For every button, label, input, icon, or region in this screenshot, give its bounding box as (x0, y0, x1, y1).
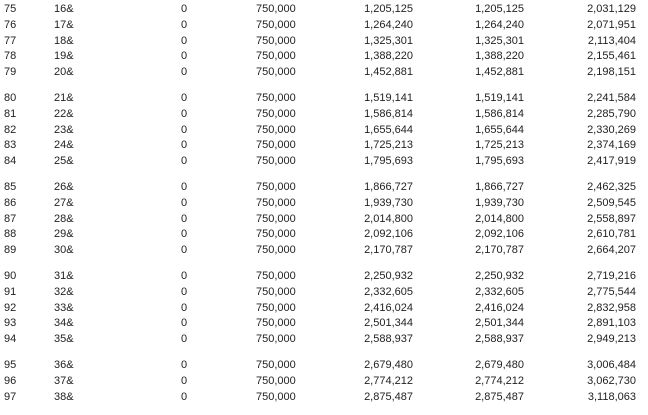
zero-cell: 0 (181, 244, 188, 257)
age-cell: 93 (4, 317, 17, 330)
age-cell: 78 (4, 50, 17, 63)
zero-cell: 0 (181, 18, 188, 31)
table-row (0, 390, 648, 406)
age-cell: 97 (4, 390, 17, 403)
value-3-cell: 2,071,951 (587, 18, 636, 31)
row-group (0, 269, 648, 348)
zero-cell: 0 (181, 107, 188, 120)
table-row (0, 18, 648, 34)
value-1-cell: 1,866,727 (364, 180, 413, 193)
year-cell: 36& (54, 358, 74, 371)
table-row (0, 154, 648, 170)
year-cell: 33& (54, 301, 74, 314)
zero-cell: 0 (181, 196, 188, 209)
value-1-cell: 2,250,932 (364, 269, 413, 282)
value-2-cell: 1,866,727 (475, 180, 524, 193)
value-2-cell: 2,501,344 (475, 317, 524, 330)
age-cell: 79 (4, 66, 17, 79)
value-2-cell: 1,388,220 (475, 50, 524, 63)
value-3-cell: 2,664,207 (587, 244, 636, 257)
value-1-cell: 2,679,480 (364, 358, 413, 371)
premium-cell: 750,000 (256, 34, 296, 47)
value-1-cell: 2,501,344 (364, 317, 413, 330)
value-1-cell: 1,325,301 (364, 34, 413, 47)
premium-cell: 750,000 (256, 196, 296, 209)
premium-cell: 750,000 (256, 301, 296, 314)
zero-cell: 0 (181, 180, 188, 193)
premium-cell: 750,000 (256, 155, 296, 168)
value-3-cell: 2,198,151 (587, 66, 636, 79)
value-2-cell: 1,264,240 (475, 18, 524, 31)
age-cell: 87 (4, 212, 17, 225)
year-cell: 24& (54, 139, 74, 152)
value-3-cell: 2,509,545 (587, 196, 636, 209)
value-2-cell: 2,679,480 (475, 358, 524, 371)
year-cell: 26& (54, 180, 74, 193)
value-2-cell: 1,452,881 (475, 66, 524, 79)
value-1-cell: 1,452,881 (364, 66, 413, 79)
zero-cell: 0 (181, 139, 188, 152)
zero-cell: 0 (181, 155, 188, 168)
table-row (0, 49, 648, 65)
premium-cell: 750,000 (256, 50, 296, 63)
value-2-cell: 2,014,800 (475, 212, 524, 225)
year-cell: 34& (54, 317, 74, 330)
premium-cell: 750,000 (256, 139, 296, 152)
age-cell: 85 (4, 180, 17, 193)
table-row (0, 34, 648, 50)
value-2-cell: 1,725,213 (475, 139, 524, 152)
premium-cell: 750,000 (256, 244, 296, 257)
table-row (0, 196, 648, 212)
value-2-cell: 2,092,106 (475, 228, 524, 241)
value-1-cell: 2,588,937 (364, 333, 413, 346)
zero-cell: 0 (181, 228, 188, 241)
table-row (0, 65, 648, 81)
value-1-cell: 2,332,605 (364, 285, 413, 298)
row-group (0, 358, 648, 405)
zero-cell: 0 (181, 301, 188, 314)
value-1-cell: 2,014,800 (364, 212, 413, 225)
age-cell: 94 (4, 333, 17, 346)
premium-cell: 750,000 (256, 18, 296, 31)
value-2-cell: 1,939,730 (475, 196, 524, 209)
value-3-cell: 3,118,063 (587, 390, 636, 403)
year-cell: 29& (54, 228, 74, 241)
value-2-cell: 2,332,605 (475, 285, 524, 298)
value-3-cell: 2,241,584 (587, 91, 636, 104)
age-cell: 91 (4, 285, 17, 298)
value-3-cell: 2,285,790 (587, 107, 636, 120)
premium-cell: 750,000 (256, 228, 296, 241)
value-2-cell: 2,875,487 (475, 390, 524, 403)
value-1-cell: 2,092,106 (364, 228, 413, 241)
age-cell: 84 (4, 155, 17, 168)
age-cell: 83 (4, 139, 17, 152)
age-cell: 86 (4, 196, 17, 209)
value-2-cell: 2,774,212 (475, 374, 524, 387)
year-cell: 31& (54, 269, 74, 282)
year-cell: 38& (54, 390, 74, 403)
value-1-cell: 1,939,730 (364, 196, 413, 209)
zero-cell: 0 (181, 333, 188, 346)
value-1-cell: 1,388,220 (364, 50, 413, 63)
row-group (0, 91, 648, 170)
premium-cell: 750,000 (256, 91, 296, 104)
year-cell: 35& (54, 333, 74, 346)
year-cell: 28& (54, 212, 74, 225)
age-cell: 95 (4, 358, 17, 371)
value-2-cell: 1,586,814 (475, 107, 524, 120)
row-group (0, 180, 648, 259)
value-3-cell: 2,374,169 (587, 139, 636, 152)
value-2-cell: 1,205,125 (475, 3, 524, 15)
zero-cell: 0 (181, 123, 188, 136)
value-2-cell: 2,416,024 (475, 301, 524, 314)
age-cell: 82 (4, 123, 17, 136)
zero-cell: 0 (181, 269, 188, 282)
zero-cell: 0 (181, 390, 188, 403)
table-row (0, 374, 648, 390)
year-cell: 17& (54, 18, 74, 31)
value-1-cell: 1,519,141 (364, 91, 413, 104)
year-cell: 23& (54, 123, 74, 136)
table-row (0, 91, 648, 107)
zero-cell: 0 (181, 358, 188, 371)
zero-cell: 0 (181, 50, 188, 63)
table-row (0, 269, 648, 285)
age-cell: 89 (4, 244, 17, 257)
premium-cell: 750,000 (256, 3, 296, 15)
year-cell: 27& (54, 196, 74, 209)
zero-cell: 0 (181, 285, 188, 298)
premium-cell: 750,000 (256, 66, 296, 79)
value-1-cell: 2,416,024 (364, 301, 413, 314)
table-row (0, 301, 648, 317)
zero-cell: 0 (181, 374, 188, 387)
age-cell: 76 (4, 18, 17, 31)
table-row (0, 107, 648, 123)
value-1-cell: 2,875,487 (364, 390, 413, 403)
age-cell: 81 (4, 107, 17, 120)
premium-cell: 750,000 (256, 269, 296, 282)
premium-cell: 750,000 (256, 374, 296, 387)
value-3-cell: 3,062,730 (587, 374, 636, 387)
premium-cell: 750,000 (256, 358, 296, 371)
premium-cell: 750,000 (256, 123, 296, 136)
year-cell: 18& (54, 34, 74, 47)
value-3-cell: 2,558,897 (587, 212, 636, 225)
premium-cell: 750,000 (256, 390, 296, 403)
table-row (0, 243, 648, 259)
table-row (0, 285, 648, 301)
age-cell: 96 (4, 374, 17, 387)
value-1-cell: 1,725,213 (364, 139, 413, 152)
year-cell: 37& (54, 374, 74, 387)
value-3-cell: 2,891,103 (587, 317, 636, 330)
zero-cell: 0 (181, 212, 188, 225)
table-row (0, 227, 648, 243)
zero-cell: 0 (181, 34, 188, 47)
value-3-cell: 2,155,461 (587, 50, 636, 63)
value-3-cell: 2,031,129 (587, 3, 636, 15)
value-2-cell: 2,250,932 (475, 269, 524, 282)
value-table (0, 2, 648, 415)
age-cell: 80 (4, 91, 17, 104)
value-3-cell: 2,719,216 (587, 269, 636, 282)
value-1-cell: 1,586,814 (364, 107, 413, 120)
premium-cell: 750,000 (256, 285, 296, 298)
premium-cell: 750,000 (256, 317, 296, 330)
value-3-cell: 2,610,781 (587, 228, 636, 241)
premium-cell: 750,000 (256, 180, 296, 193)
value-3-cell: 2,832,958 (587, 301, 636, 314)
zero-cell: 0 (181, 66, 188, 79)
table-row (0, 2, 648, 18)
year-cell: 25& (54, 155, 74, 168)
value-3-cell: 2,113,404 (587, 34, 636, 47)
value-1-cell: 1,655,644 (364, 123, 413, 136)
zero-cell: 0 (181, 317, 188, 330)
premium-cell: 750,000 (256, 333, 296, 346)
year-cell: 30& (54, 244, 74, 257)
premium-cell: 750,000 (256, 212, 296, 225)
value-3-cell: 2,462,325 (587, 180, 636, 193)
value-1-cell: 2,774,212 (364, 374, 413, 387)
value-2-cell: 1,655,644 (475, 123, 524, 136)
year-cell: 19& (54, 50, 74, 63)
premium-cell: 750,000 (256, 107, 296, 120)
year-cell: 32& (54, 285, 74, 298)
row-group (0, 2, 648, 81)
table-row (0, 316, 648, 332)
age-cell: 92 (4, 301, 17, 314)
zero-cell: 0 (181, 91, 188, 104)
value-2-cell: 1,325,301 (475, 34, 524, 47)
zero-cell: 0 (181, 3, 188, 15)
value-3-cell: 2,949,213 (587, 333, 636, 346)
value-2-cell: 1,519,141 (475, 91, 524, 104)
age-cell: 90 (4, 269, 17, 282)
table-row (0, 358, 648, 374)
table-row (0, 332, 648, 348)
table-row (0, 138, 648, 154)
year-cell: 22& (54, 107, 74, 120)
value-3-cell: 2,417,919 (587, 155, 636, 168)
value-3-cell: 2,775,544 (587, 285, 636, 298)
value-1-cell: 1,795,693 (364, 155, 413, 168)
value-2-cell: 2,588,937 (475, 333, 524, 346)
value-1-cell: 1,205,125 (364, 3, 413, 15)
value-1-cell: 2,170,787 (364, 244, 413, 257)
value-3-cell: 3,006,484 (587, 358, 636, 371)
value-3-cell: 2,330,269 (587, 123, 636, 136)
age-cell: 88 (4, 228, 17, 241)
year-cell: 20& (54, 66, 74, 79)
age-cell: 77 (4, 34, 17, 47)
age-cell: 75 (4, 3, 17, 15)
year-cell: 21& (54, 91, 74, 104)
table-row (0, 180, 648, 196)
table-row (0, 212, 648, 228)
year-cell: 16& (54, 3, 74, 15)
value-2-cell: 2,170,787 (475, 244, 524, 257)
value-2-cell: 1,795,693 (475, 155, 524, 168)
value-1-cell: 1,264,240 (364, 18, 413, 31)
table-row (0, 123, 648, 139)
